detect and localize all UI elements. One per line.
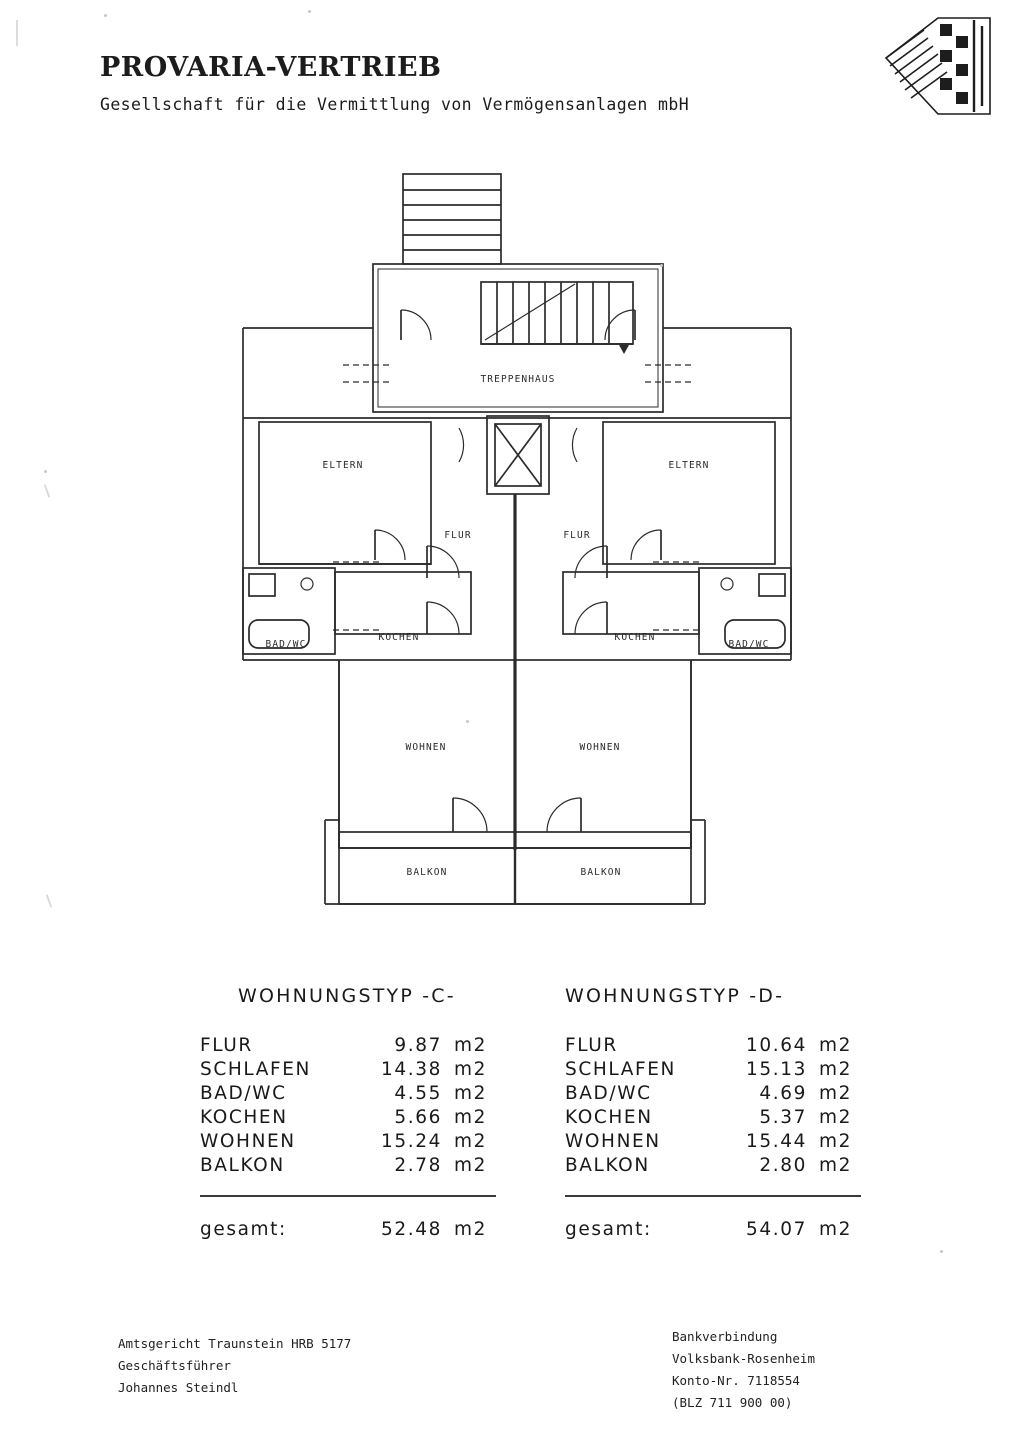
floor-plan-drawing [215, 160, 815, 950]
scan-speck [44, 470, 47, 473]
row-value: 15.13 [746, 1058, 807, 1080]
row-unit: m2 [819, 1082, 852, 1104]
row-room: SCHLAFEN [200, 1058, 311, 1080]
row-room: KOCHEN [565, 1106, 653, 1128]
scan-speck [660, 264, 663, 267]
table-row [565, 1129, 861, 1153]
row-value: 2.78 [394, 1154, 442, 1176]
row-value: 4.69 [759, 1082, 807, 1104]
row-unit: m2 [454, 1034, 487, 1056]
row-value: 15.44 [746, 1130, 807, 1152]
document-header [100, 52, 880, 114]
footer-right-block [672, 1326, 815, 1414]
scan-speck [104, 14, 107, 17]
table-row [200, 1033, 496, 1057]
row-unit: m2 [454, 1106, 487, 1128]
table-row [200, 1129, 496, 1153]
table-row [565, 1153, 861, 1177]
row-value: 14.38 [381, 1058, 442, 1080]
legend-total-c [200, 1219, 496, 1240]
row-value: 10.64 [746, 1034, 807, 1056]
row-unit: m2 [819, 1034, 852, 1056]
table-row [200, 1081, 496, 1105]
row-value: 15.24 [381, 1130, 442, 1152]
room-label-balkon-right: BALKON [580, 867, 622, 878]
row-room: WOHNEN [565, 1130, 661, 1152]
row-unit: m2 [819, 1106, 852, 1128]
footer-line: (BLZ 711 900 00) [672, 1394, 793, 1410]
row-unit: m2 [819, 1154, 852, 1176]
row-room: FLUR [200, 1034, 253, 1056]
company-name: PROVARIA-VERTRIEB [100, 52, 442, 83]
row-unit: m2 [454, 1058, 487, 1080]
legend-divider [200, 1195, 496, 1197]
row-room: SCHLAFEN [565, 1058, 676, 1080]
row-value: 9.87 [394, 1034, 442, 1056]
area-legend-type-d [565, 985, 885, 1240]
row-unit: m2 [454, 1130, 487, 1152]
row-value: 5.37 [759, 1106, 807, 1128]
table-row [200, 1105, 496, 1129]
area-legend-type-c [200, 985, 520, 1240]
table-row [565, 1081, 861, 1105]
legend-total-d [565, 1219, 861, 1240]
room-label-wohnen-right: WOHNEN [579, 742, 621, 753]
room-label-kochen-left: KOCHEN [378, 632, 420, 643]
room-label-eltern-right: ELTERN [668, 460, 710, 471]
heraldic-shield-logo [878, 14, 996, 126]
table-row [565, 1033, 861, 1057]
table-row [565, 1105, 861, 1129]
row-room: KOCHEN [200, 1106, 288, 1128]
footer-line: Volksbank-Rosenheim [672, 1350, 815, 1366]
footer-line: Amtsgericht Traunstein HRB 5177 [118, 1336, 352, 1351]
footer-left-block [118, 1333, 351, 1399]
legend-title-d: WOHNUNGSTYP -D- [565, 985, 785, 1007]
footer-line: Konto-Nr. 7118554 [672, 1372, 800, 1388]
row-value: 4.55 [394, 1082, 442, 1104]
scan-speck [940, 1250, 943, 1253]
area-table-c [200, 1033, 496, 1177]
legend-title-c: WOHNUNGSTYP -C- [238, 985, 456, 1007]
scan-speck [308, 10, 311, 13]
legend-divider [565, 1195, 861, 1197]
table-row [200, 1057, 496, 1081]
table-row [565, 1057, 861, 1081]
room-label-flur-right: FLUR [563, 530, 591, 541]
scan-edge-mark [46, 894, 53, 908]
total-label: gesamt: [200, 1219, 287, 1240]
footer-line: Geschäftsführer [118, 1357, 231, 1373]
area-table-d [565, 1033, 861, 1177]
row-room: FLUR [565, 1034, 618, 1056]
room-label-eltern-left: ELTERN [322, 460, 364, 471]
row-value: 5.66 [394, 1106, 442, 1128]
row-value: 2.80 [759, 1154, 807, 1176]
room-label-bad-wc-left: BAD/WC [265, 639, 307, 650]
row-room: BALKON [565, 1154, 650, 1176]
total-value: 54.07 [746, 1219, 807, 1240]
footer-line: Bankverbindung [672, 1329, 778, 1344]
row-unit: m2 [454, 1082, 487, 1104]
total-value: 52.48 [381, 1219, 442, 1240]
room-label-wohnen-left: WOHNEN [405, 742, 447, 753]
row-unit: m2 [819, 1058, 852, 1080]
total-unit: m2 [454, 1219, 487, 1240]
total-unit: m2 [819, 1219, 852, 1240]
table-row [200, 1153, 496, 1177]
row-room: BALKON [200, 1154, 285, 1176]
room-label-treppenhaus: TREPPENHAUS [480, 374, 556, 385]
room-label-kochen-right: KOCHEN [614, 632, 656, 643]
company-subtitle: Gesellschaft für die Vermittlung von Vermögensanlagen mbH [100, 95, 690, 114]
scan-edge-mark [16, 20, 18, 46]
row-unit: m2 [454, 1154, 487, 1176]
total-label: gesamt: [565, 1219, 652, 1240]
room-label-bad-wc-right: BAD/WC [728, 639, 770, 650]
row-unit: m2 [819, 1130, 852, 1152]
scan-edge-mark [44, 484, 51, 498]
row-room: WOHNEN [200, 1130, 296, 1152]
room-label-flur-left: FLUR [444, 530, 472, 541]
row-room: BAD/WC [565, 1082, 652, 1104]
room-label-balkon-left: BALKON [406, 867, 448, 878]
scan-speck [466, 720, 469, 723]
footer-line: Johannes Steindl [118, 1379, 239, 1395]
row-room: BAD/WC [200, 1082, 287, 1104]
